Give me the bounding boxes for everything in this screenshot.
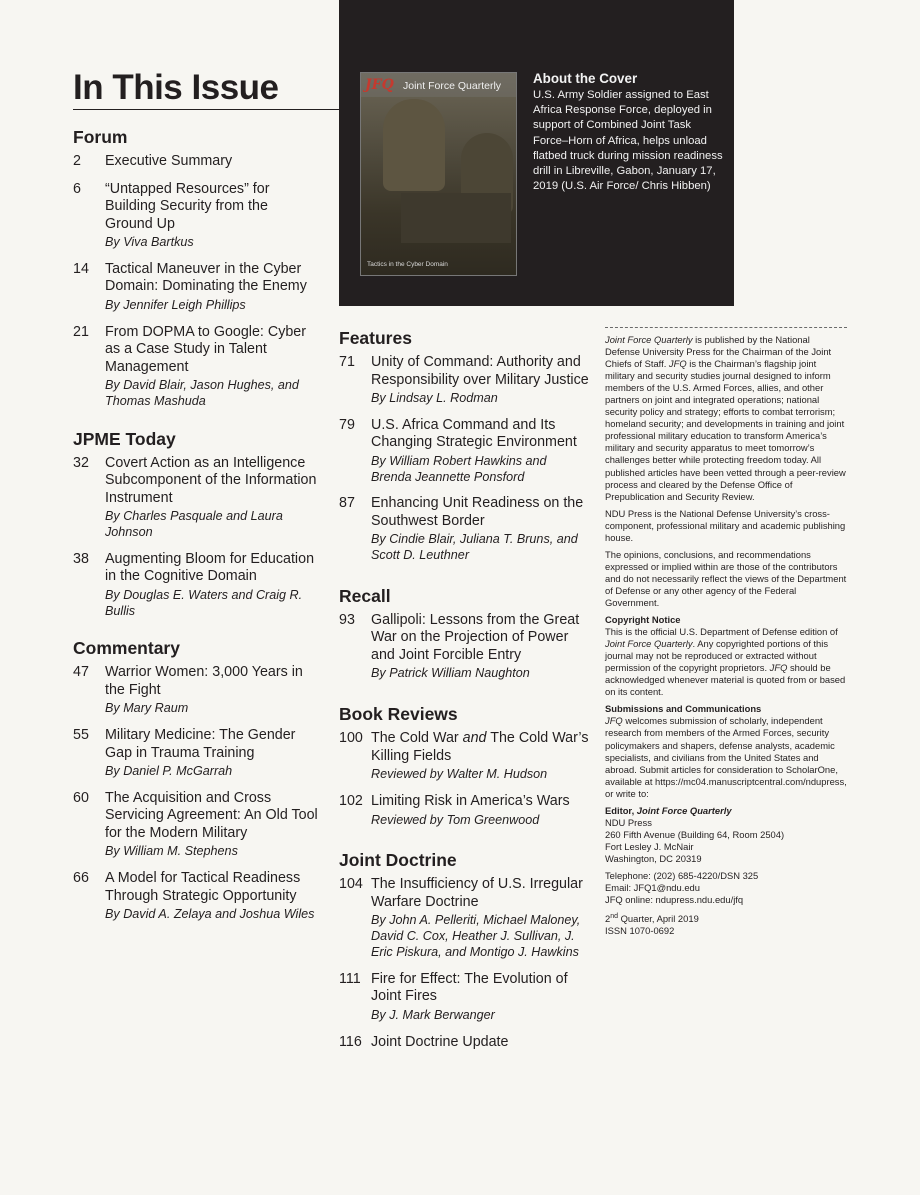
article-title: Enhancing Unit Readiness on the Southwest Border [371,495,584,529]
masthead-disclaimer: The opinions, conclusions, and recommendations expressed or implied within are those of the contributors and do not necessarily reflect the views of the Department of Defense or any other agency of the Federal Government. [605,548,847,608]
page-number: 2 [73,153,81,169]
toc-column-left [73,127,318,923]
section-forum [73,127,318,410]
masthead-intro: Joint Force Quarterly is published by the National Defense University Press for the Chairman of the Joint Chiefs of Staff. JFQ is the Chairman’s flagship joint military and security studies journal designed to inform members of the U.S. Armed Forces, allies, and other partners on joint and integrated operations; national security policy and strategy; efforts to combat terrorism; homeland security; and developments in training and joint professional military education to transform America’s military and security apparatus to meet tomorrow’s challenges better while protecting freedom today. All published articles have been vetted through a peer-review process and cleared by the Defense Office of Prepublication and Security Review. [605,334,846,502]
toc-column-middle [339,328,589,1051]
about-cover-text: U.S. Army Soldier assigned to East Africa Response Force, deployed in support of Combined Joint Task Force–Horn of Africa, helps unload flatbed truck during mission readiness drill in Libreville, Gabon, January 17, 2019 (U.S. Air Force/ Chris Hibben) [533,89,723,193]
article-title: The Insufficiency of U.S. Irregular Warfare Doctrine [371,876,583,910]
page-number: 55 [73,727,89,744]
section-recall [339,586,589,682]
about-the-cover [533,71,725,194]
cover-logo: JFQ [365,77,394,93]
article-author: By David Blair, Jason Hughes, and Thomas Mashuda [105,378,299,408]
page-number: 104 [339,876,363,893]
section-joint-doctrine [339,850,589,1051]
toc-entry[interactable] [339,612,589,682]
page-title: In This Issue [73,68,279,107]
article-author: By Viva Bartkus [105,235,194,249]
article-title: “Untapped Resources” for Building Security from the Ground Up [105,180,270,232]
article-author: By William Robert Hawkins and Brenda Jeannette Ponsford [371,453,547,484]
page-number: 66 [73,870,89,887]
section-heading: Features [339,328,412,348]
article-title: Gallipoli: Lessons from the Great War on the Projection of Power and Joint Forcible Entry [371,611,580,663]
page-number: 6 [73,180,81,197]
article-author: By William M. Stephens [105,844,238,859]
article-title: Warrior Women: 3,000 Years in the Fight [105,664,303,698]
article-title: Tactical Maneuver in the Cyber Domain: Dominating the Enemy [105,260,307,295]
section-heading: Joint Doctrine [339,850,457,871]
mailing-address: NDU Press 260 Fifth Avenue (Building 64, Room 2504) Fort Lesley J. McNair Washington, DC 20319 [605,816,785,864]
page-number: 38 [73,550,89,567]
toc-entry[interactable] [73,181,318,251]
article-title: The Acquisition and Cross Servicing Agreement: An Old Tool for the Modern Military [105,789,318,841]
submissions-heading: Submissions and Communications [605,703,762,715]
page-number: 47 [73,664,89,681]
section-commentary [73,638,318,923]
article-author: By Lindsay L. Rodman [371,391,498,405]
article-title: Joint Doctrine Update [371,1033,509,1050]
article-author: By Douglas E. Waters and Craig R. Bullis [105,587,303,618]
toc-entry[interactable] [73,664,318,717]
article-title: Limiting Risk in America’s Wars [371,793,570,810]
page-number: 14 [73,260,89,277]
article-author: By J. Mark Berwanger [371,1007,495,1022]
article-author: By Patrick William Naughton [371,666,530,681]
page-number: 60 [73,789,89,806]
page-number: 102 [339,793,363,810]
cover-soldier-figure [383,99,445,191]
toc-entry[interactable] [73,551,318,620]
editor-heading: Editor, Joint Force Quarterly [605,804,732,816]
submissions-text: JFQ welcomes submission of scholarly, independent research from members of the Armed Forces, security policymakers and shapers, defense analysts, academic specialists, and civilians from the United States and abroad. Submit articles for consideration to ScholarOne, available at https://mc04.manuscriptcentral.com/ndupress, or write to: [605,715,847,799]
toc-entry[interactable] [339,354,589,407]
toc-entry[interactable] [339,971,589,1024]
copyright-text: This is the official U.S. Department of Defense edition of Joint Force Quarterly. Any copyrighted portions of this journal may not be reproduced or extracted without permission of the copyright proprietors. JFQ should be acknowledged whenever material is quoted from or based on its content. [605,626,846,698]
article-author: Reviewed by Walter M. Hudson [371,767,548,782]
about-cover-heading: About the Cover [533,71,638,86]
article-author: By Charles Pasquale and Laura Johnson [105,509,283,539]
article-author: Reviewed by Tom Greenwood [371,812,540,827]
toc-entry[interactable] [339,730,589,783]
article-title: Covert Action as an Intelligence Subcomponent of the Information Instrument [105,454,317,506]
toc-entry[interactable] [339,1034,589,1052]
page-number: 93 [339,611,355,628]
page-number: 111 [339,970,361,987]
section-heading: Commentary [73,638,180,659]
section-jpme-today [73,429,318,620]
toc-entry[interactable] [339,495,589,564]
section-heading: Forum [73,127,128,147]
copyright-heading: Copyright Notice [605,614,681,626]
cover-image [360,72,517,276]
masthead-ndu-press: NDU Press is the National Defense University’s cross-component, professional military and academic publishing house. [605,507,846,543]
article-title: Fire for Effect: The Evolution of Joint Fires [371,970,568,1005]
article-title: Military Medicine: The Gender Gap in Trauma Training [105,727,296,761]
title-divider [73,109,339,110]
article-title: Augmenting Bloom for Education in the Cognitive Domain [105,550,315,585]
article-author: By Jennifer Leigh Phillips [105,297,246,312]
page-number: 116 [339,1033,362,1050]
article-title: From DOPMA to Google: Cyber as a Case Study in Talent Management [105,323,307,375]
section-heading: JPME Today [73,428,176,449]
section-heading: Book Reviews [339,704,458,725]
toc-entry[interactable] [73,870,318,923]
page-number: 21 [73,323,89,340]
toc-entry[interactable] [73,727,318,780]
masthead [605,327,847,942]
toc-entry[interactable] [73,261,318,314]
toc-entry[interactable] [339,417,589,486]
article-title: Executive Summary [105,153,233,169]
cover-tagline: Tactics in the Cyber Domain [367,261,448,268]
page-number: 87 [339,495,355,512]
page-number: 100 [339,730,363,747]
toc-entry[interactable] [339,876,589,960]
article-author: By Mary Raum [105,701,189,716]
article-author: By John A. Pelleriti, Michael Maloney, David C. Cox, Heather J. Sullivan, J. Eric Piskura, and Montigo J. Hawkins [371,913,581,959]
page-number: 71 [339,354,355,370]
section-heading: Recall [339,585,391,606]
article-author: By Daniel P. McGarrah [105,764,233,779]
issue-info: 2nd Quarter, April 2019 ISSN 1070-0692 [605,913,699,937]
cover-journal-name: Joint Force Quarterly [403,80,502,92]
toc-entry[interactable] [73,324,318,410]
article-author: By David A. Zelaya and Joshua Wiles [105,907,315,922]
cover-truck-shape [401,193,511,243]
article-title: A Model for Tactical Readiness Through Strategic Opportunity [105,870,301,904]
article-title: The Cold War and The Cold War’s Killing Fields [371,730,589,764]
toc-entry[interactable] [73,153,318,171]
contact-info: Telephone: (202) 685-4220/DSN 325 Email: JFQ1@ndu.edu JFQ online: ndupress.ndu.edu/jfq [605,869,759,906]
page-number: 79 [339,416,355,433]
toc-entry[interactable] [339,793,589,828]
section-features [339,328,589,564]
article-author: By Cindie Blair, Juliana T. Bruns, and Scott D. Leuthner [371,532,578,563]
section-book-reviews [339,704,589,828]
article-title: U.S. Africa Command and Its Changing Strategic Environment [371,416,577,451]
toc-entry[interactable] [73,455,318,541]
page-number: 32 [73,454,89,471]
toc-entry[interactable] [73,790,318,860]
article-title: Unity of Command: Authority and Responsibility over Military Justice [371,354,589,388]
